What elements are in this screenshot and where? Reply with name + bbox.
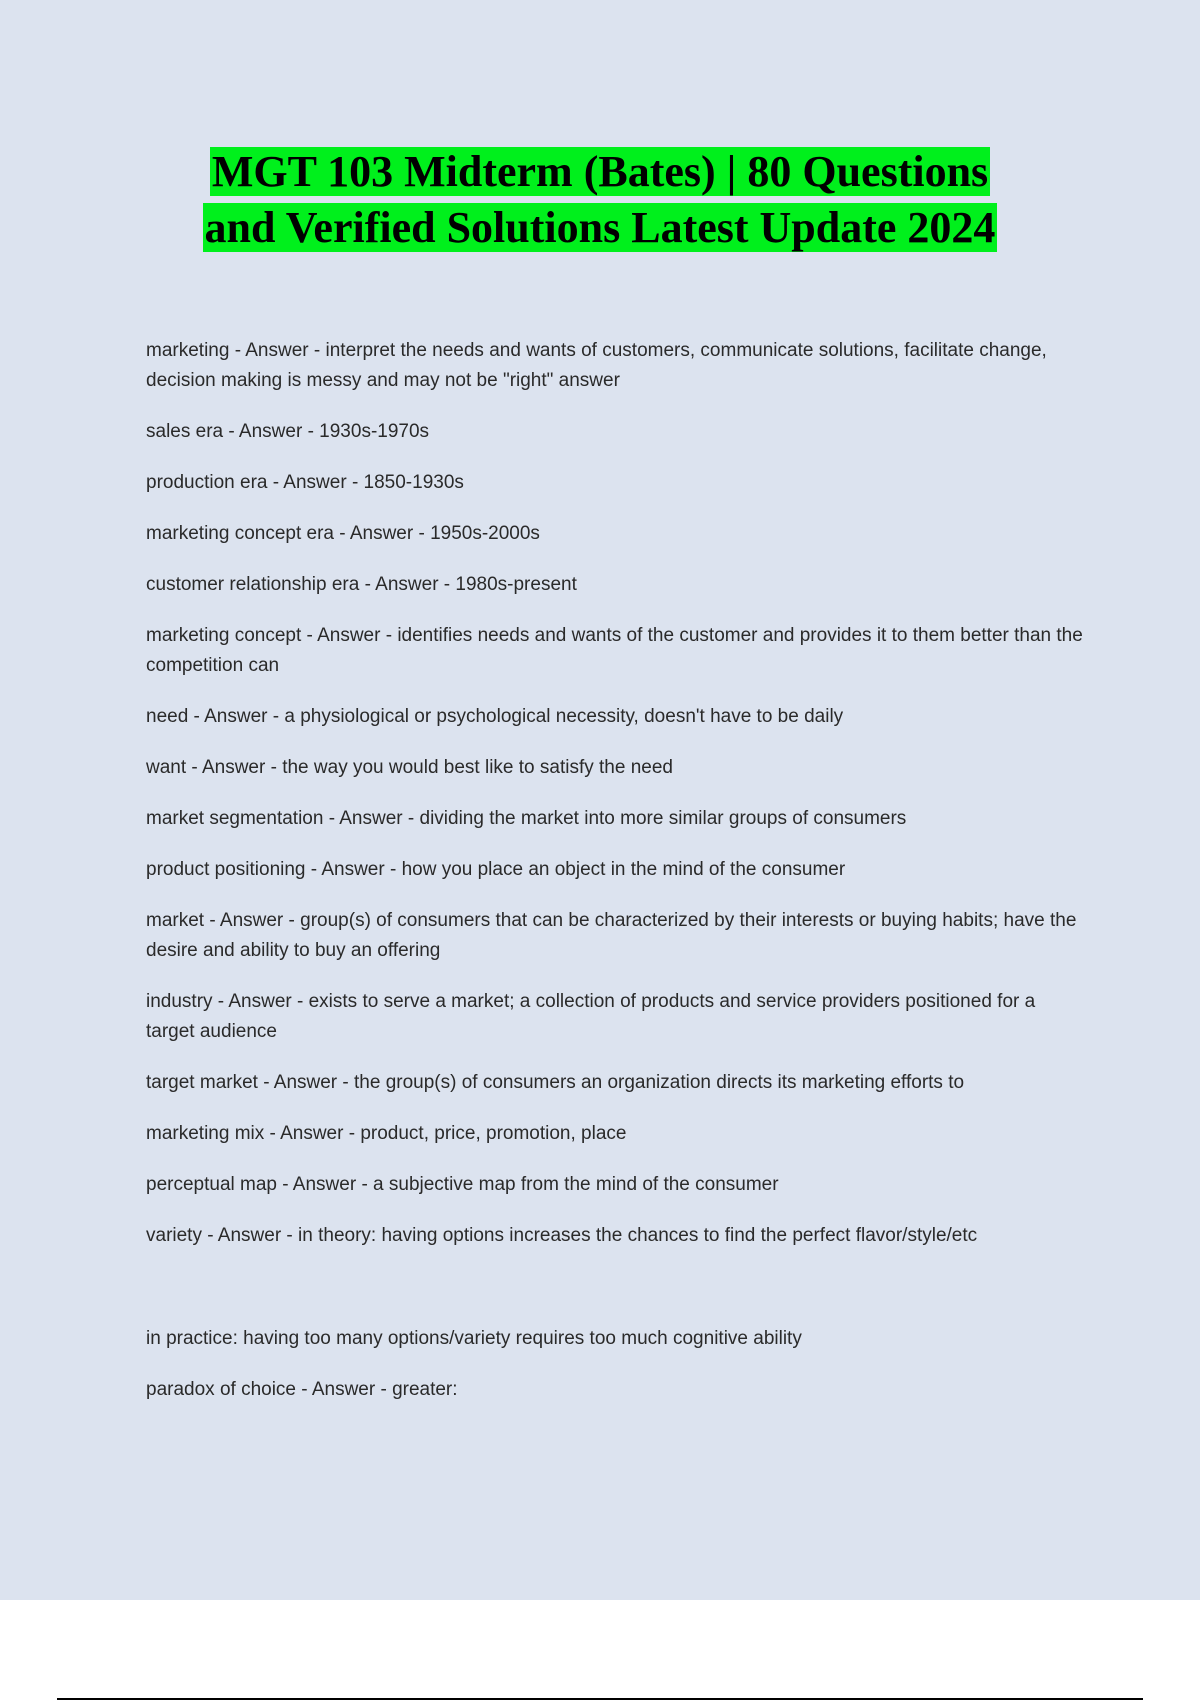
qa-entry: target market - Answer - the group(s) of consumers an organization directs its marketing efforts to bbox=[146, 1072, 965, 1093]
qa-entry: variety - Answer - in theory: having options increases the chances to find the perfect flavor/style/etc bbox=[146, 1225, 978, 1246]
qa-entry: industry - Answer - exists to serve a market; a collection of products and service providers positioned for a target audience bbox=[146, 991, 1036, 1042]
qa-entry: production era - Answer - 1850-1930s bbox=[146, 472, 464, 493]
qa-entry: want - Answer - the way you would best like to satisfy the need bbox=[146, 757, 673, 778]
document-title bbox=[0, 144, 1200, 256]
qa-entry: paradox of choice - Answer - greater: bbox=[146, 1379, 458, 1400]
qa-list bbox=[146, 336, 1086, 1426]
qa-entry: perceptual map - Answer - a subjective map from the mind of the consumer bbox=[146, 1174, 779, 1195]
qa-entry: marketing concept era - Answer - 1950s-2000s bbox=[146, 523, 540, 544]
qa-entry: need - Answer - a physiological or psychological necessity, doesn't have to be daily bbox=[146, 706, 844, 727]
qa-entry: marketing mix - Answer - product, price, promotion, place bbox=[146, 1123, 627, 1144]
title-line-1: MGT 103 Midterm (Bates) | 80 Questions bbox=[211, 147, 989, 196]
title-line-2: and Verified Solutions Latest Update 2024 bbox=[204, 203, 996, 252]
qa-entry-continuation: in practice: having too many options/variety requires too much cognitive ability bbox=[146, 1328, 802, 1349]
qa-entry: market segmentation - Answer - dividing the market into more similar groups of consumers bbox=[146, 808, 907, 829]
qa-entry: marketing - Answer - interpret the needs and wants of customers, communicate solutions, facilitate change, decision making is messy and may not be "right" answer bbox=[146, 340, 1047, 391]
qa-entry: customer relationship era - Answer - 1980s-present bbox=[146, 574, 577, 595]
qa-entry: marketing concept - Answer - identifies needs and wants of the customer and provides it to them better than the competition can bbox=[146, 625, 1083, 676]
qa-entry: market - Answer - group(s) of consumers that can be characterized by their interests or buying habits; have the desire and ability to buy an offering bbox=[146, 910, 1077, 961]
qa-entry: sales era - Answer - 1930s-1970s bbox=[146, 421, 430, 442]
qa-entry: product positioning - Answer - how you place an object in the mind of the consumer bbox=[146, 859, 846, 880]
